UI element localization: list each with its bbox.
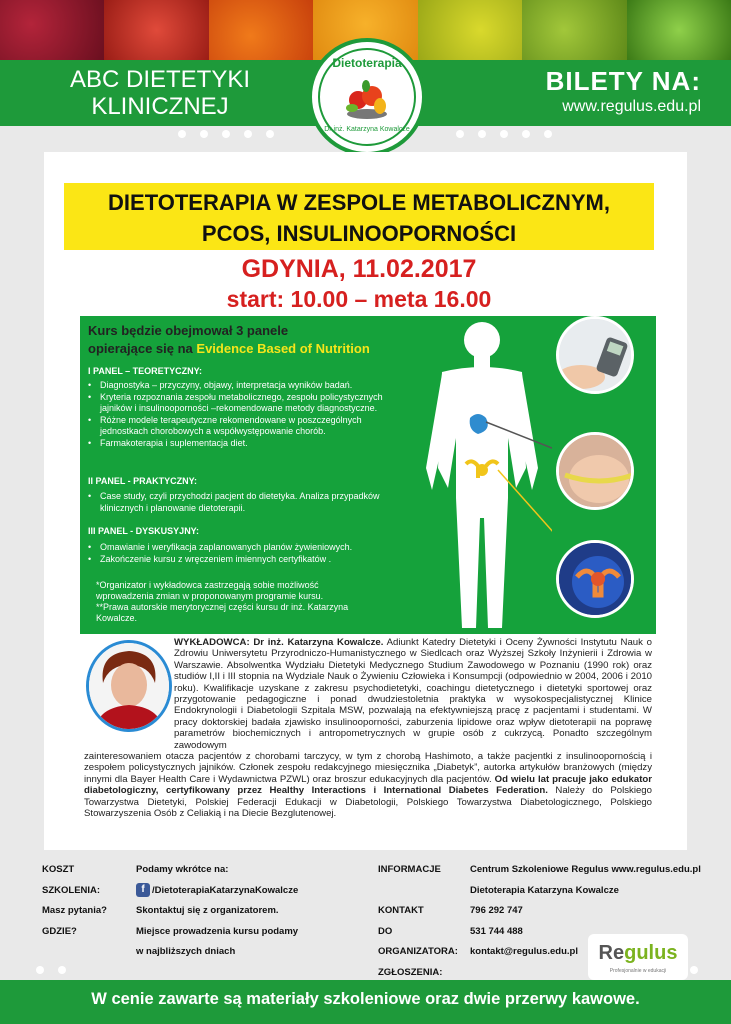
list-item: • Różne modele terapeutyczne rekomendowane w poszczególnych jednostkach chorobowych a współwystępowanie chorób. [88, 415, 408, 438]
event-time: start: 10.00 – meta 16.00 [226, 286, 492, 312]
header-left-title: ABC DIETETYKI KLINICZNEJ [69, 66, 251, 120]
footer-bar [0, 980, 731, 1024]
tickets-title: BILETY NA: [545, 66, 701, 96]
panel1-list [88, 380, 408, 449]
footer-text: W cenie zawarte są materiały szkoleniowe oraz dwie przerwy kawowe. [91, 990, 640, 1008]
facebook-icon: f [136, 883, 150, 897]
vegetables-icon [342, 78, 392, 122]
ovary-icon [556, 540, 634, 618]
decor-dots-bottom-left [36, 966, 66, 976]
list-item: • Case study, czyli przychodzi pacjent do dietetyka. Analiza przypadków klinicznych i planowanie dietoterapii. [88, 491, 388, 514]
list-item: • Omawianie i weryfikacja zaplanowanych planów żywieniowych. [88, 542, 408, 554]
event-title-box [64, 183, 654, 250]
regulus-logo: Regulus Profesjonalnie w edukacji [588, 934, 688, 980]
list-item: • Kryteria rozpoznania zespołu metabolicznego, zespołu policystycznych jajników i insulinooporności –rekomendowane metody diagnostyczne. [88, 392, 408, 415]
decor-dots-left [178, 130, 274, 140]
panel3-title: III PANEL - DYSKUSYJNY: [88, 526, 200, 536]
body-silhouette-icon [412, 318, 552, 634]
ebn-highlight: Evidence Based of Nutrition [196, 341, 370, 356]
course-footnote: *Organizator i wykładowca zastrzegają sobie możliwość wprowadzenia zmian w proponowanym programie kursu. **Prawa autorskie merytorycznej części kursu dr inż. Katarzyna Kowalcze. [96, 580, 349, 623]
facebook-link[interactable]: f /DietoterapiaKatarzynaKowalcze [136, 881, 366, 902]
dietoterapia-logo [308, 38, 426, 156]
panel2-list [88, 491, 388, 514]
list-item: • Diagnostyka – przyczyny, objawy, interpretacja wyników badań. [88, 380, 408, 392]
panel3-list [88, 542, 408, 565]
lecturer-label: WYKŁADOWCA: Dr inż. Katarzyna Kowalcze. [174, 637, 384, 648]
tickets-url[interactable]: www.regulus.edu.pl [562, 98, 701, 115]
event-title-line1: DIETOTERAPIA W ZESPOLE METABOLICZNYM, [108, 190, 610, 215]
tickets-info [501, 66, 701, 118]
info-col2: Podamy wkrótce na: f /DietoterapiaKatarzynaKowalcze Skontaktuj się z organizatorem. Miejsce prowadzenia kursu podamy w najbliższych dniach [136, 860, 366, 963]
event-city-date: GDYNIA, 11.02.2017 [241, 255, 477, 283]
panel1-title: I PANEL – TEORETYCZNY: [88, 366, 203, 376]
course-intro: Kurs będzie obejmował 3 panele opierające się na Evidence Based of Nutrition [88, 323, 370, 356]
lecturer-bio: WYKŁADOWCA: Dr inż. Katarzyna Kowalcze. Adiunkt Katedry Dietetyki i Oceny Żywności Instytutu Nauk o Zdrowiu Uniwersytetu Przyrodniczo-Humanistycznego w Siedlcach oraz Wyższej Szkoły Inżynierii i Zdrowia w Warszawie. Absolwentka Wydziału Dietetyki Medycznego Studium Zawodowego w Poznaniu (1990 rok) oraz studiów I,II i III stopnia na Wydziale Nauk o Żywieniu Człowieka i Konsumpcji (odpowiednio w 2004, 2006 i 2010 roku). Kwalifikacje uzyskane z zakresu psychodietetyki, coachingu dietetycznego i dietetyki sportowej oraz przygotowanie pedagogiczne i ponad dwudziestoletnia praktyka w wysokospecjalistycznej Klinice Endokrynologii i Diabetologii Szpitala MSW, pozwalają na efektywniejszą pracę z pacjentami i studentami. W pracy doktorskiej badała zjawisko insulinooporności, zaburzenia lipidowe oraz wpływ dietoterapii na poprawę parametrów biochemicznych i antropometrycznych w grupie osób z cukrzycą. Ponadto szczególnym zawodowym zainteresowaniem otacza pacjentów z chorobami tarczycy, w tym z chorobą Hashimoto, a także pacjentki z insulinoopornością i zespołem policystycznych jajników. Członek zespołu redakcyjnego miesięcznika „Diabetyk”, autorka artykułów branżowych (między innymi dla Bayer Health Care i Wydawnictwa PZWL) oraz broszur edukacyjnych dla pacjentów. Od wielu lat pracuje jako edukator diabetologiczny, certyfikowany przez Healthy Interactions i International Diabetes Federation. Należy do Polskiego Towarzystwa Dietetyki, Polskiej Federacji Edukacji w Diabetologii, Polskiego Towarzystwa Diabetologicznego, Polskiego Stowarzyszenia Osób z Celiakią i na Diecie Bezglutenowej. [84, 637, 652, 820]
info-col3: INFORMACJE KONTAKT DO ORGANIZATORA: ZGŁOSZENIA: [378, 864, 458, 978]
info-col1: KOSZT SZKOLENIA: Masz pytania? GDZIE? [42, 864, 107, 937]
event-title-line2: PCOS, INSULINOOPORNOŚCI [201, 221, 517, 246]
panel2-title: II PANEL - PRAKTYCZNY: [88, 476, 198, 486]
logo-author: Dr inż. Katarzyna Kowalcze [324, 126, 410, 133]
decor-dots-right [456, 130, 552, 140]
belly-measure-icon [556, 432, 634, 510]
logo-title: Dietoterapia [332, 56, 402, 70]
info-col4: Centrum Szkoleniowe Regulus www.regulus.edu.pl Dietoterapia Katarzyna Kowalcze 796 292 747 531 744 488 kontakt@regulus.edu.pl [470, 864, 701, 957]
list-item: • Farmakoterapia i suplementacja diet. [88, 438, 408, 450]
decor-dots-bottom-right [668, 966, 698, 976]
list-item: • Zakończenie kursu z wręczeniem imiennych certyfikatów . [88, 554, 408, 566]
glucometer-icon [556, 316, 634, 394]
